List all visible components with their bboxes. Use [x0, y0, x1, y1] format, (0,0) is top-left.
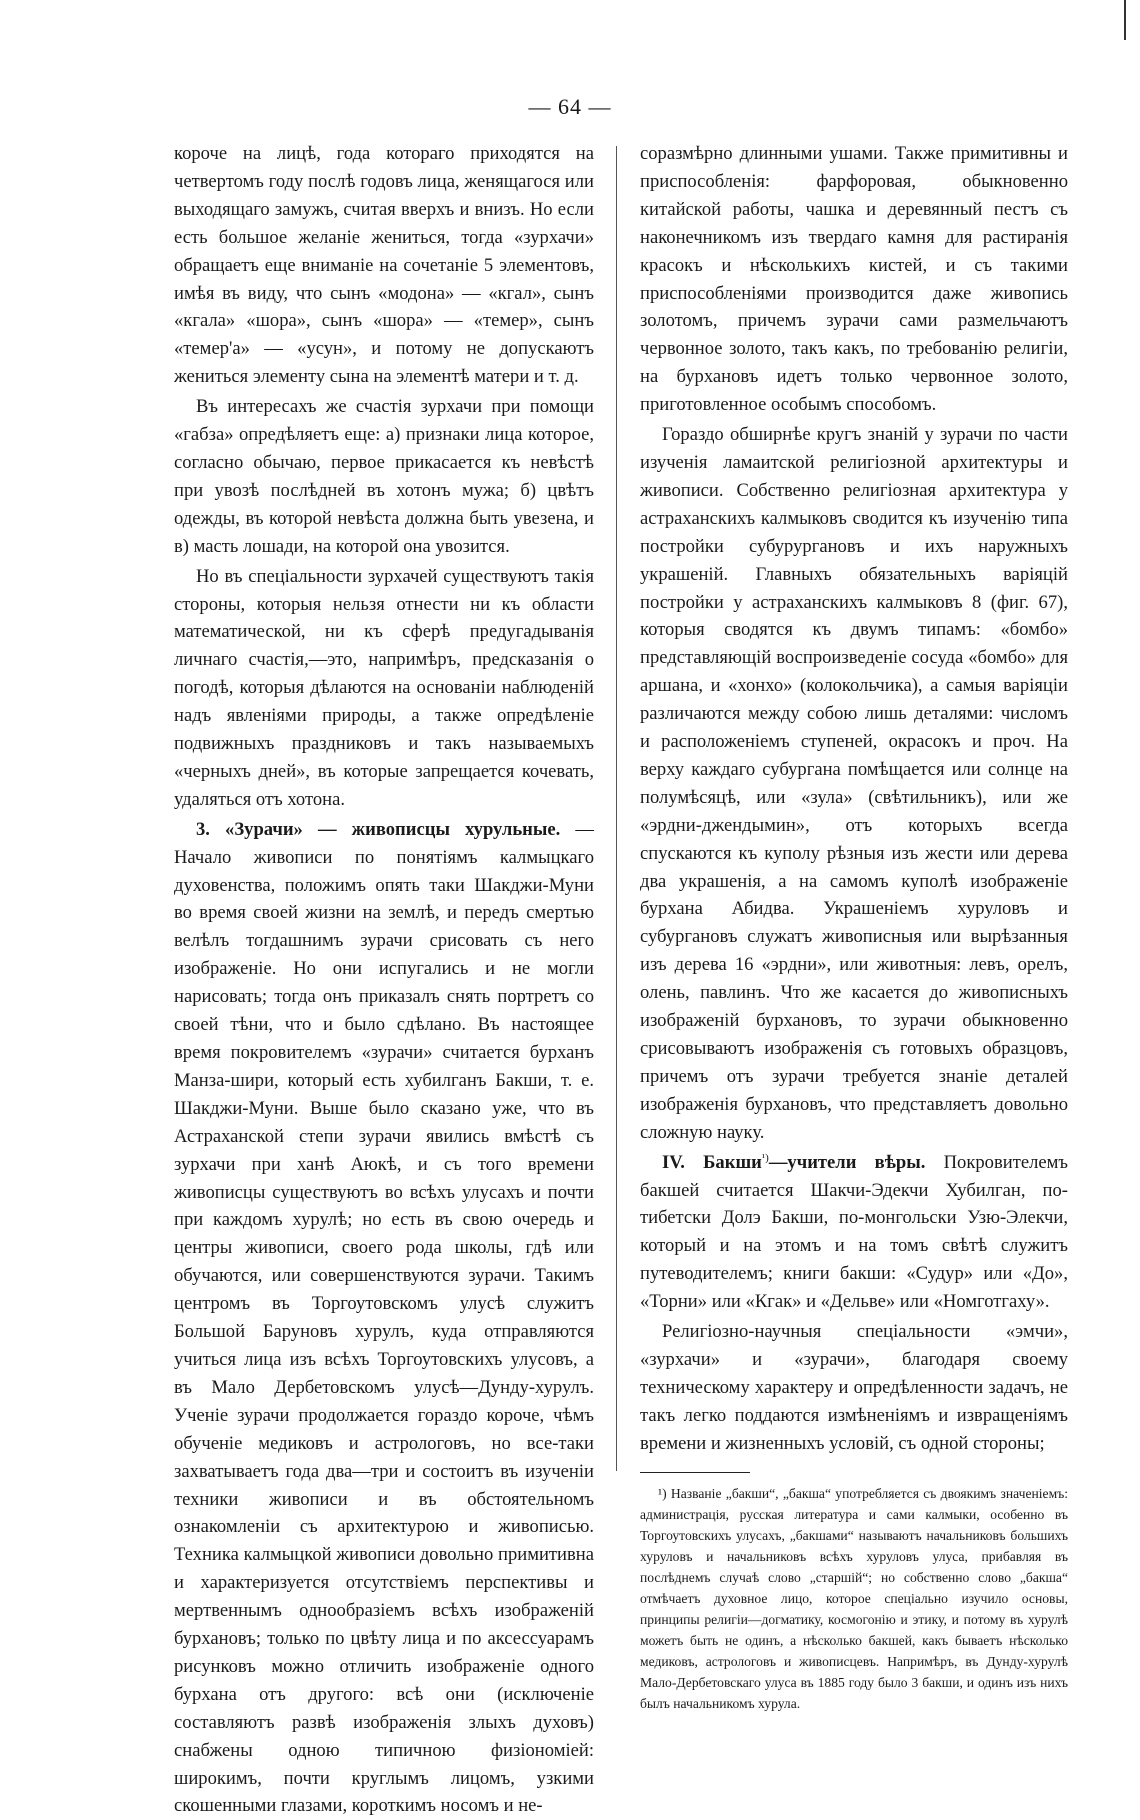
right-paragraph-4: Религіозно-научныя спеціальности «эмчи», «зурхачи» и «зурачи», благодаря своему техническому характеру и опредѣленности задачъ, не такъ легко поддаются измѣненіямъ и извращеніямъ времени и жизненныхъ условій, съ одной стороны;	[640, 1321, 1068, 1454]
column-divider	[616, 146, 617, 1471]
footnote	[640, 1483, 1068, 1714]
section-text-zurachi: — Начало живописи по понятіямъ калмыцкаго духовенства, положимъ опять таки Шакджи-Муни во время своей жизни на землѣ, и передъ смертью велѣлъ тогдашнимъ зурачи срисовать съ него изображеніе. Но они испугались и не могли нарисовать; тогда онъ приказалъ снять портретъ со своей тѣни, что и было сдѣлано. Въ настоящее время покровителемъ «зурачи» считается бурханъ Манза-шири, который есть хубилганъ Бакши, т. е. Шакджи-Муни. Выше было сказано уже, что въ Астраханской степи зурачи явились вмѣстѣ съ зурхачи при ханѣ Аюкѣ, и съ того времени живописцы существуютъ во всѣхъ улусахъ и почти при каждомъ хурулѣ; но есть въ свою очередь и центры живописи, своего рода школы, гдѣ или обучаются, или совершенствуются зурачи. Такимъ центромъ въ Торгоутовскомъ улусѣ служитъ Большой Баруновъ хурулъ, куда отправляются учиться лица изъ всѣхъ Торгоутовскихъ улусовъ, а въ Мало Дербетовскомъ улусѣ—Дунду-хурулъ. Ученіе зурачи продолжается гораздо короче, чѣмъ обученіе медиковъ и астрологовъ, но все-таки захватываетъ года два—три и состоитъ въ изученіи техники живописи и въ обстоятельномъ ознакомленіи съ архитектурою и живописью. Техника калмыцкой живописи довольно примитивна и характеризуется отсутствіемъ перспективы и мертвеннымъ однообразіемъ всѣхъ изображеній бурхановъ; только по цвѣту лица и по аксессуарамъ рисунковъ можно отличить изображеніе одного бурхана отъ другого: всѣ они (исключеніе составляютъ развѣ изображенія злыхъ духовъ) снабжены одною типичною физіономіей: широкимъ, почти круглымъ лицомъ, узкими скошенными глазами, короткимъ носомъ и не-	[174, 818, 594, 1817]
scan-edge-mark	[1124, 0, 1126, 40]
right-paragraph-3	[640, 1149, 1068, 1316]
section-heading-bakshi-cont: —учители вѣры.	[768, 1151, 926, 1173]
right-paragraph-1: соразмѣрно длинными ушами. Также примитивны и приспособленія: фарфоровая, обыкновенно китайской работы, чашка и деревянный пестъ съ наконечникомъ изъ твердаго камня для растиранія красокъ и нѣсколькихъ кистей, и съ такими приспособленіями производится даже живопись золотомъ, причемъ зурачи сами размельчаютъ червонное золото, такъ какъ, по требованію религіи, на бурхановъ идетъ только червонное золото, приготовленное особымъ способомъ.	[640, 143, 1068, 416]
section-heading-bakshi: IV. Бакши	[662, 1151, 762, 1173]
footnote-separator	[640, 1472, 750, 1473]
right-column	[640, 140, 1068, 1714]
page-number: — 64 —	[528, 94, 612, 119]
section-heading-zurachi: 3. «Зурачи» — живописцы хурульные.	[196, 818, 561, 840]
section-text-bakshi: Покровителемъ бакшей считается Шакчи-Эдекчи Хубилган, по-тибетски Долэ Бакши, по-монгольски Узю-Элекчи, который и на этомъ и на томъ свѣтѣ служитъ путеводителемъ; книги бакши: «Судур» или «До», «Торни» или «Кгак» и «Дельве» или «Номготгаху».	[640, 1151, 1068, 1313]
left-paragraph-4	[174, 816, 594, 1820]
footnote-ref: ¹)	[761, 1151, 769, 1164]
left-paragraph-1: короче на лицѣ, года котораго приходятся на четвертомъ году послѣ годовъ лица, женящагося или выходящаго замужъ, считая вверхъ и внизъ. Но если есть большое желаніе жениться, тогда «зурхачи» обращаетъ еще вниманіе на сочетаніе 5 элементовъ, имѣя въ виду, что сынъ «модона» — «кгал», сынъ «кгала» «шора», сынъ «шора» — «темер», сынъ «темер'а» — «усун», и потому не допускаютъ жениться элементу сына на элементѣ матери и т. д.	[174, 143, 594, 388]
footnote-text: ¹) Названіе „бакши“, „бакша“ употребляется съ двоякимъ значеніемъ: администрація, русская литература и сами калмыки, особенно въ Торгоутовскихъ улусахъ, „бакшами“ называютъ начальниковъ большихъ хуруловъ и начальниковъ всѣхъ хуруловъ улуса, прибавляя въ послѣднемъ случаѣ слово „старшій“; но собственно слово „бакша“ отмѣчаетъ духовное лицо, которое спеціально изучило основы, принципы религіи—догматику, космогонію и этику, и потому въ хурулѣ можетъ быть не одинъ, а нѣсколько бакшей, какъ бываетъ нѣсколько медиковъ, астрологовъ и живописцевъ. Напримѣръ, въ Дунду-хурулѣ Мало-Дербетовскаго улуса въ 1885 году было 3 бакши, и одинъ изъ нихъ былъ начальникомъ хурула.	[640, 1485, 1068, 1711]
left-paragraph-2: Въ интересахъ же счастія зурхачи при помощи «габза» опредѣляетъ еще: а) признаки лица которое, согласно обычаю, первое прикасается къ невѣстѣ при увозѣ послѣдней въ хотонъ мужа; б) цвѣтъ одежды, въ которой невѣста должна быть увезена, и в) масть лошади, на которой она увозится.	[174, 396, 594, 557]
left-paragraph-3: Но въ спеціальности зурхачей существуютъ такія стороны, которыя нельзя отнести ни къ области математической, ни къ сферѣ предугадыванія личнаго счастія,—это, напримѣръ, предсказанія о погодѣ, которыя дѣлаются на основаніи наблюденій надъ явленіями природы, а также опредѣленіе подвижныхъ праздниковъ и такъ называемыхъ «черныхъ дней», въ которые запрещается кочевать, удаляться отъ хотона.	[174, 565, 594, 810]
right-paragraph-2: Гораздо обширнѣе кругъ знаній у зурачи по части изученія ламаитской религіозной архитектуры и живописи. Собственно религіозная архитектура у астраханскихъ калмыковъ сводится къ изученію типа постройки субурургановъ и ихъ наружныхъ украшеній. Главныхъ обязательныхъ варіяцій постройки у астраханскихъ калмыковъ 8 (фиг. 67), которыя сводятся къ двумъ типамъ: «бомбо» представляющій воспроизведеніе сосуда «бомбо» для аршана, и «хонхо» (колокольчика), а самыя варіяціи различаются между собою лишь деталями: числомъ и расположеніемъ ступеней, окрасокъ и проч. На верху каждаго субургана помѣщается или солнце на полумѣсяцѣ, или «зула» (свѣтильникъ), или же «эрдни-джендымин», отъ которыхъ всегда спускаются къ куполу рѣзныя изъ жести или дерева два украшенія, а на самомъ куполѣ изображеніе бурхана Абидва. Украшеніемъ хуруловъ и субургановъ служатъ живописныя или вырѣзанныя изъ дерева 16 «эрдни», или животныя: левъ, орелъ, олень, павлинъ. Что же касается до живописныхъ изображеній бурхановъ, то зурачи обыкновенно срисовываютъ изображенія съ готовыхъ образцовъ, причемъ отъ зурачи требуется знаніе деталей изображенія бурхановъ, что представляетъ довольно сложную науку.	[640, 424, 1068, 1143]
left-column	[174, 140, 594, 1820]
